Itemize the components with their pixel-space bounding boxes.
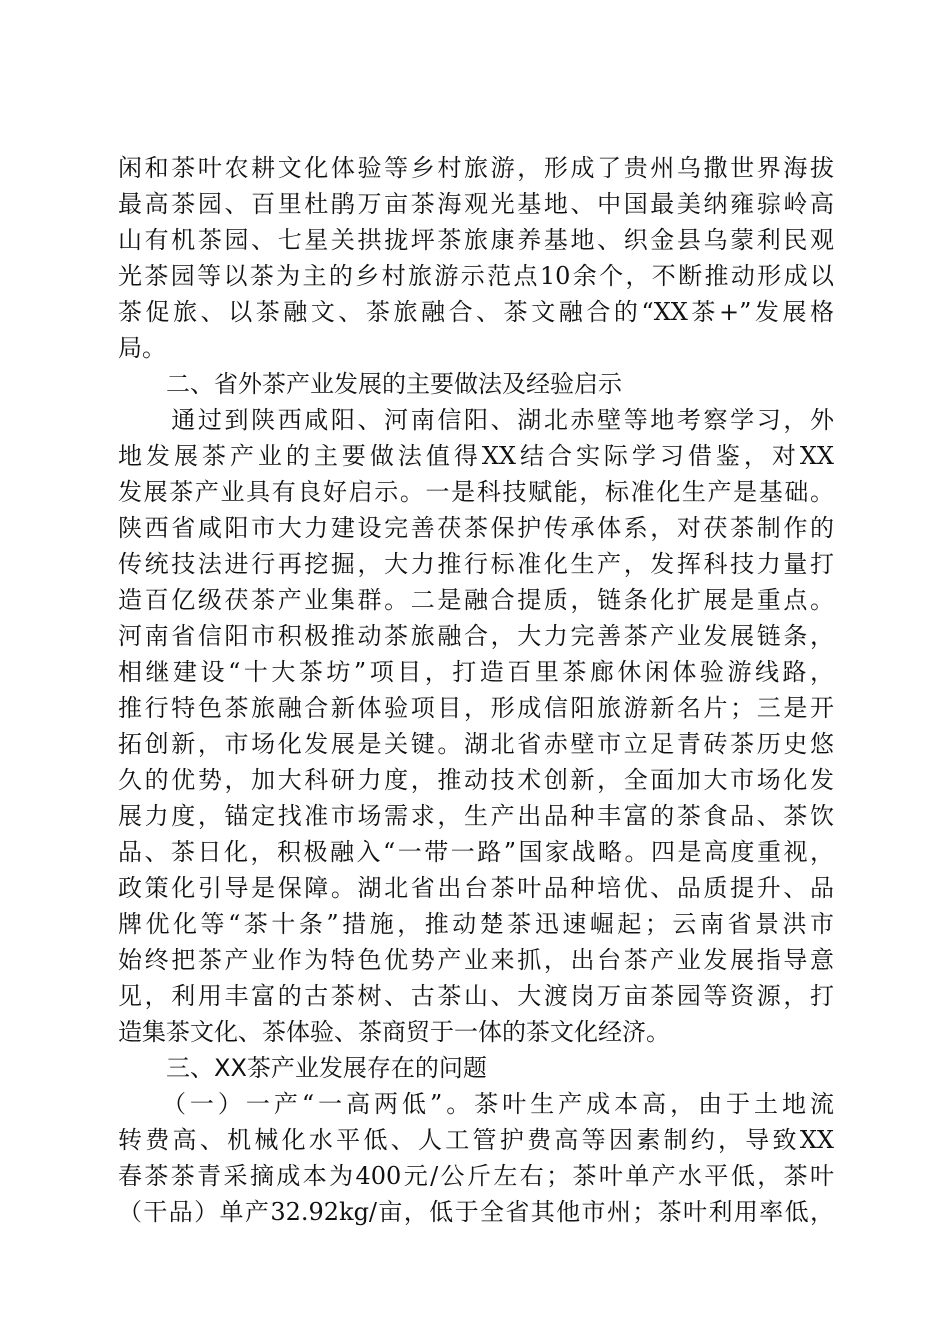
text-line: 牌优化等“茶十条”措施，推动楚茶迅速崛起；云南省景洪市 <box>118 910 834 938</box>
text-line: 传统技法进行再挖掘，大力推行标准化生产，发挥科技力量打 <box>118 550 834 578</box>
text-line: 通过到陕西咸阳、河南信阳、湖北赤壁等地考察学习，外 <box>118 406 834 434</box>
text-line: 造百亿级茯茶产业集群。二是融合提质，链条化扩展是重点。 <box>118 586 834 614</box>
paragraph-problems <box>118 1086 834 1230</box>
text-line: 河南省信阳市积极推动茶旅融合，大力完善茶产业发展链条， <box>118 622 834 650</box>
text-line: 发展茶产业具有良好启示。一是科技赋能，标准化生产是基础。 <box>118 478 834 506</box>
text-line: 品、茶日化，积极融入“一带一路”国家战略。四是高度重视， <box>118 838 834 866</box>
text-line: （干品）单产32.92kg/亩，低于全省其他市州；茶叶利用率低， <box>118 1198 834 1226</box>
text-line: 最高茶园、百里杜鹃万亩茶海观光基地、中国最美纳雍骔岭高 <box>118 190 834 218</box>
text-line: 拓创新，市场化发展是关键。湖北省赤壁市立足青砖茶历史悠 <box>118 730 834 758</box>
paragraph-experience <box>118 402 834 1050</box>
paragraph-intro <box>118 150 834 366</box>
section-heading-2: 二、省外茶产业发展的主要做法及经验启示 <box>166 370 622 398</box>
text-line: 见，利用丰富的古茶树、古茶山、大渡岗万亩茶园等资源，打 <box>118 982 834 1010</box>
text-line: （一）一产“一高两低”。茶叶生产成本高，由于土地流 <box>118 1090 834 1118</box>
text-line: 久的优势，加大科研力度，推动技术创新，全面加大市场化发 <box>118 766 834 794</box>
text-line: 闲和茶叶农耕文化体验等乡村旅游，形成了贵州乌撒世界海拔 <box>118 154 834 182</box>
text-line: 推行特色茶旅融合新体验项目，形成信阳旅游新名片；三是开 <box>118 694 834 722</box>
text-line: 光茶园等以茶为主的乡村旅游示范点10余个，不断推动形成以 <box>118 262 834 290</box>
text-line: 始终把茶产业作为特色优势产业来抓，出台茶产业发展指导意 <box>118 946 834 974</box>
document-body <box>118 150 834 1230</box>
text-line: 造集茶文化、茶体验、茶商贸于一体的茶文化经济。 <box>118 1018 670 1046</box>
text-line: 政策化引导是保障。湖北省出台茶叶品种培优、品质提升、品 <box>118 874 834 902</box>
text-line: 山有机茶园、七星关拱拢坪茶旅康养基地、织金县乌蒙利民观 <box>118 226 834 254</box>
text-line: 局。 <box>118 334 166 362</box>
text-line: 地发展茶产业的主要做法值得XX结合实际学习借鉴，对XX <box>118 442 834 470</box>
text-line: 茶促旅、以茶融文、茶旅融合、茶文融合的“XX茶+”发展格 <box>118 298 834 326</box>
text-line: 展力度，锚定找准市场需求，生产出品种丰富的茶食品、茶饮 <box>118 802 834 830</box>
text-line: 相继建设“十大茶坊”项目，打造百里茶廊休闲体验游线路， <box>118 658 834 686</box>
section-heading-3: 三、XX茶产业发展存在的问题 <box>166 1054 487 1082</box>
text-line: 转费高、机械化水平低、人工管护费高等因素制约，导致XX <box>118 1126 834 1154</box>
text-line: 陕西省咸阳市大力建设完善茯茶保护传承体系，对茯茶制作的 <box>118 514 834 542</box>
text-line: 春茶茶青采摘成本为400元/公斤左右；茶叶单产水平低，茶叶 <box>118 1162 834 1190</box>
